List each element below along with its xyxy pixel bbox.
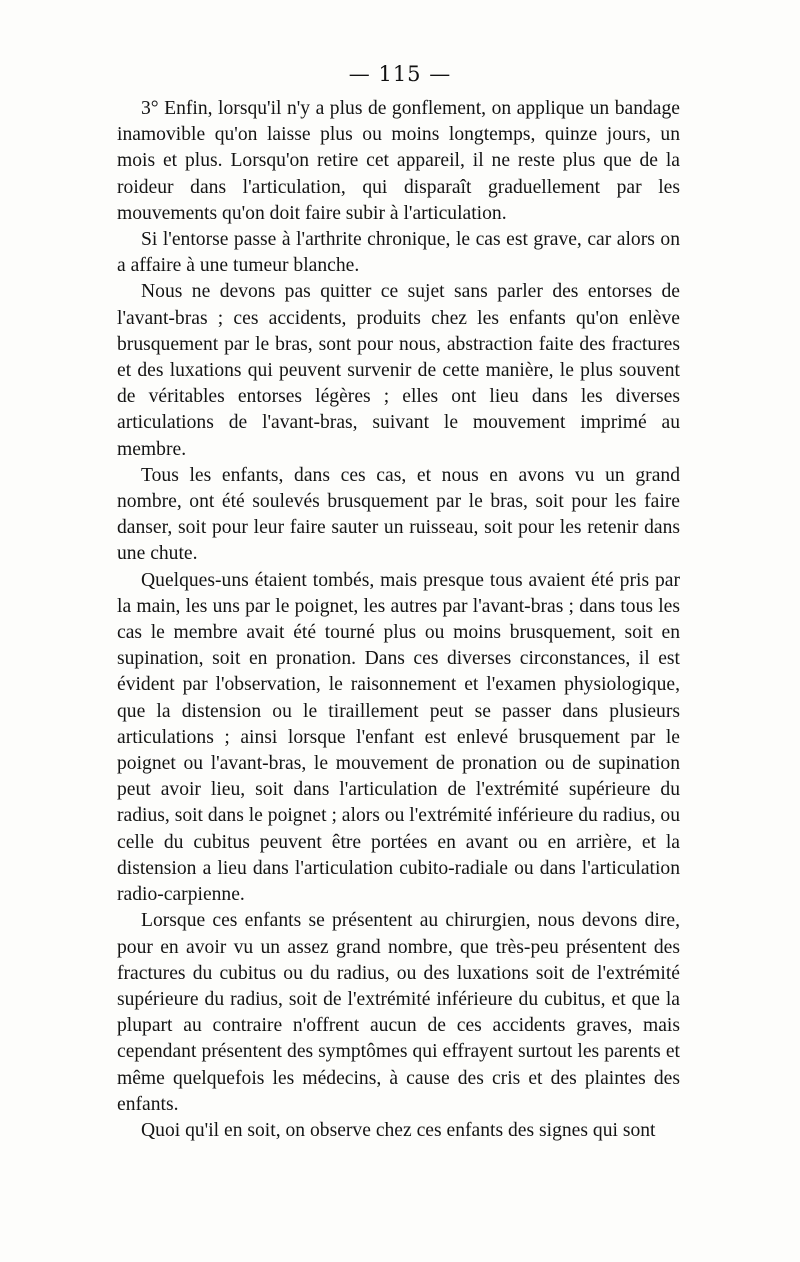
paragraph: Quelques-uns étaient tombés, mais presque tous avaient été pris par la main, les uns par le poignet, les autres par l'avant-bras ; dans tous les cas le membre avait été tourné plus ou moins brusquement, soit en supination, soit en pronation. Dans ces diverses circonstances, il est évident par l'observation, le raisonnement et l'examen physiologique, que la distension ou le tiraillement peut se passer dans plusieurs articulations ; ainsi lorsque l'enfant est enlevé brusquement par le poignet ou l'avant-bras, le mouvement de pronation ou de supination peut avoir lieu, soit dans l'articulation de l'extrémité supérieure du radius, soit dans le poignet ; alors ou l'extrémité inférieure du radius, ou celle du cubitus peuvent être portées en avant ou en arrière, et la distension a lieu dans l'articulation cubito-radiale ou dans l'articulation radio-carpienne. (117, 569, 680, 906)
body-text (117, 96, 680, 1144)
paragraph: 3° Enfin, lorsqu'il n'y a plus de gonflement, on applique un bandage inamovible qu'on laisse plus ou moins longtemps, quinze jours, un mois et plus. Lorsqu'on retire cet appareil, il ne reste plus que de la roideur dans l'articulation, qui disparaît graduellement par les mouvements qu'on doit faire subir à l'articulation. (117, 98, 680, 224)
paragraph: Tous les enfants, dans ces cas, et nous en avons vu un grand nombre, ont été soulevés brusquement par le bras, soit pour les faire danser, soit pour leur faire sauter un ruisseau, soit pour les retenir dans une chute. (117, 464, 680, 565)
page-number: — 115 — (348, 62, 452, 86)
paragraph: Quoi qu'il en soit, on observe chez ces enfants des signes qui sont (141, 1119, 656, 1141)
paragraph: Lorsque ces enfants se présentent au chirurgien, nous devons dire, pour en avoir vu un assez grand nombre, que très-peu présentent des fractures du cubitus ou du radius, ou des luxations soit de l'extrémité supérieure du radius, soit de l'extrémité inférieure du cubitus, et que la plupart au contraire n'offrent aucun de ces accidents graves, mais cependant présentent des symptômes qui effrayent surtout les parents et même quelquefois les médecins, à cause des cris et des plaintes des enfants. (117, 910, 680, 1115)
paragraph: Si l'entorse passe à l'arthrite chronique, le cas est grave, car alors on a affaire à une tumeur blanche. (117, 229, 680, 277)
paragraph: Nous ne devons pas quitter ce sujet sans parler des entorses de l'avant-bras ; ces accidents, produits chez les enfants qu'on enlève brusquement par le bras, sont pour nous, abstraction faite des fractures et des luxations qui peuvent survenir de cette manière, le plus souvent de véritables entorses légères ; elles ont lieu dans les diverses articulations de l'avant-bras, suivant le mouvement imprimé au membre. (117, 281, 680, 460)
